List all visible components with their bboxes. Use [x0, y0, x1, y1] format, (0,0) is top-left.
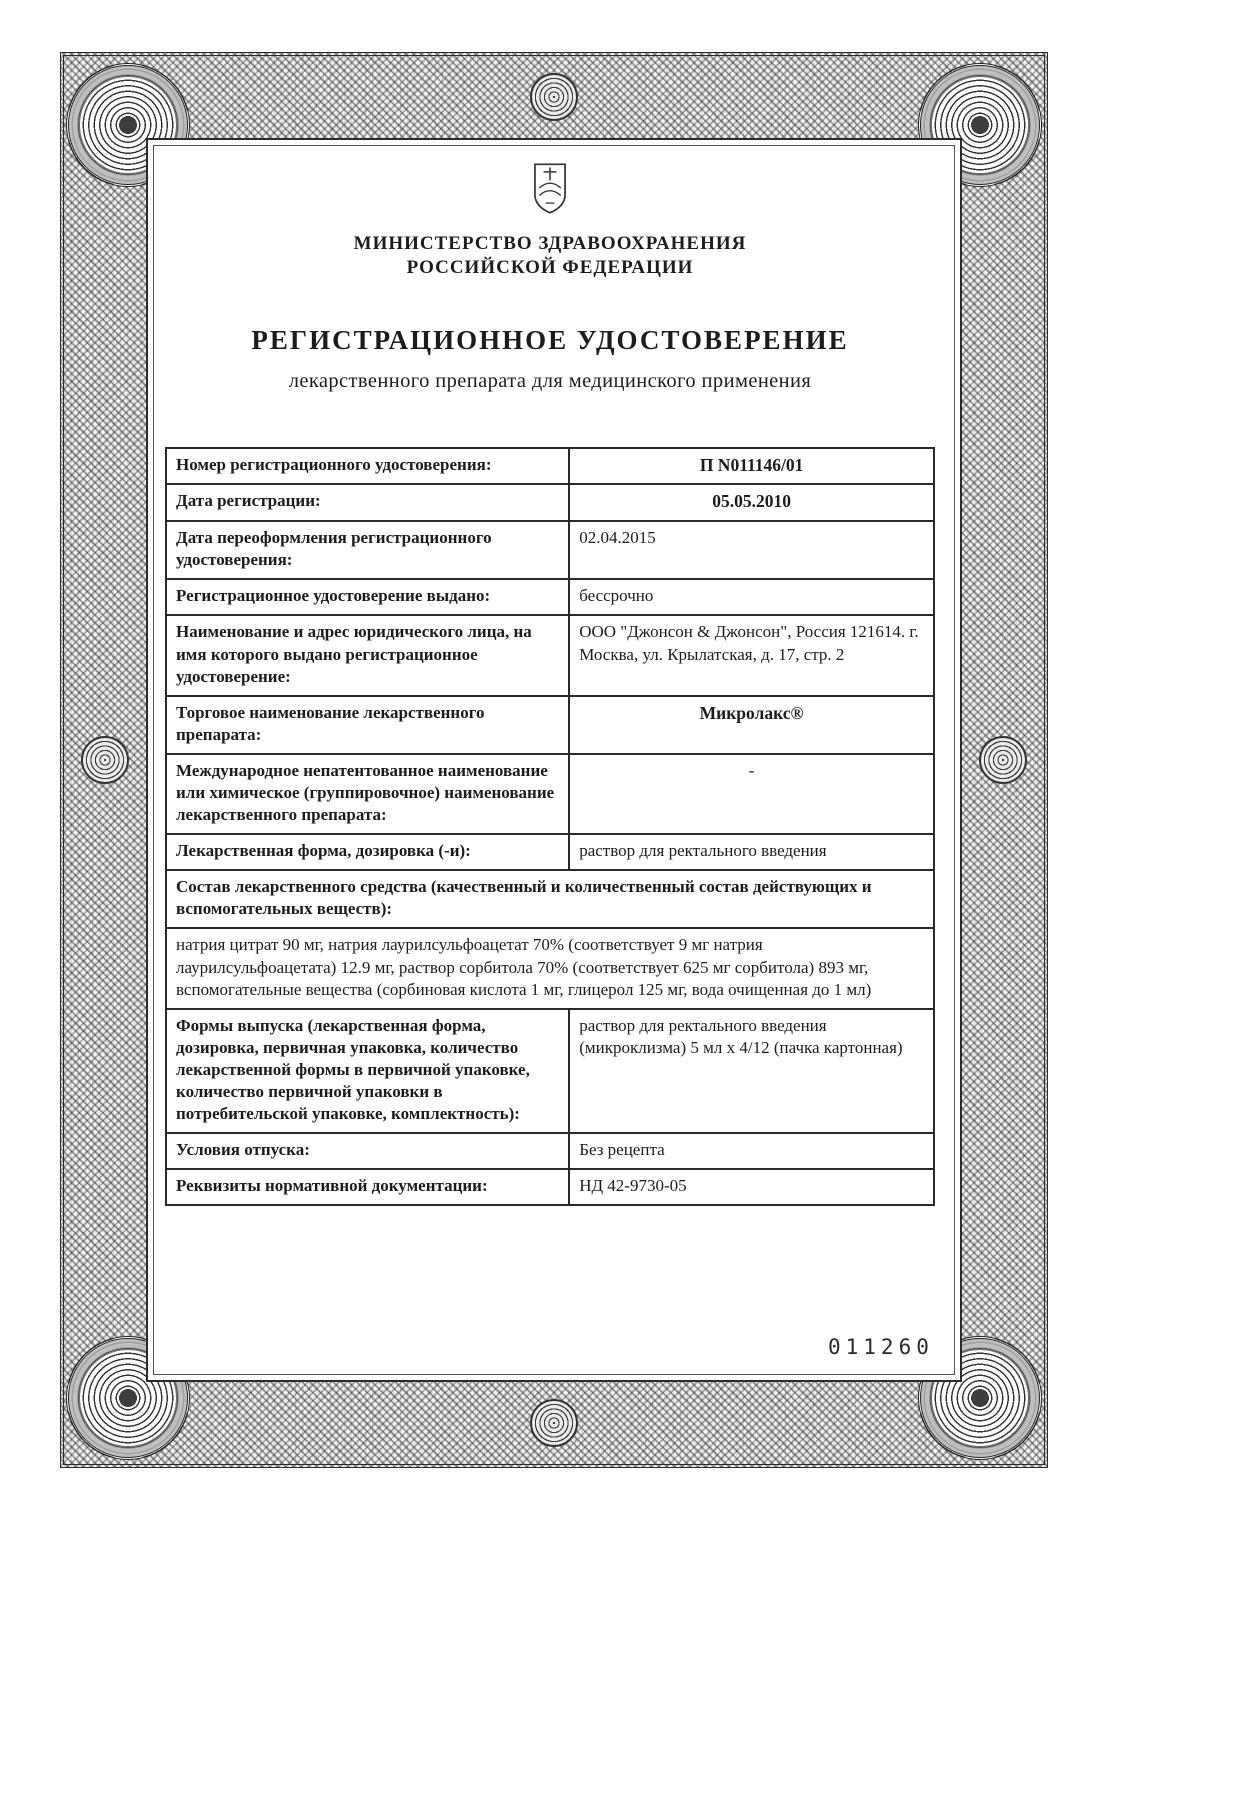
field-label: Международное непатентованное наименование или химическое (группировочное) наименование лекарственного препарата: [166, 754, 569, 834]
field-value: раствор для ректального введения (микроклизма) 5 мл х 4/12 (пачка картонная) [569, 1009, 934, 1133]
field-label: Номер регистрационного удостоверения: [166, 448, 569, 485]
field-value: Микролакс® [569, 696, 934, 754]
document-title: РЕГИСТРАЦИОННОЕ УДОСТОВЕРЕНИЕ [251, 324, 849, 355]
table-row [166, 579, 934, 615]
field-value: Без рецепта [569, 1133, 934, 1169]
ministry-line2: РОССИЙСКОЙ ФЕДЕРАЦИИ [406, 257, 694, 279]
table-row [166, 754, 934, 834]
field-value: П N011146/01 [569, 448, 934, 485]
table-row [166, 448, 934, 485]
table-row [166, 1133, 934, 1169]
certificate-content [165, 150, 935, 1206]
table-row [166, 928, 934, 1008]
field-value: 02.04.2015 [569, 521, 934, 579]
field-label: Торговое наименование лекарственного препарата: [166, 696, 569, 754]
serial-number: 011260 [828, 1335, 934, 1359]
field-value: ООО "Джонсон & Джонсон", Россия 121614. г. Москва, ул. Крылатская, д. 17, стр. 2 [569, 615, 934, 695]
field-label: Реквизиты нормативной документации: [166, 1169, 569, 1205]
registration-table [165, 447, 935, 1207]
field-value: 05.05.2010 [569, 484, 934, 521]
field-value: - [569, 754, 934, 834]
composition-header: Состав лекарственного средства (качественный и количественный состав действующих и вспомогательных веществ): [166, 870, 934, 928]
field-label: Регистрационное удостоверение выдано: [166, 579, 569, 615]
field-label: Дата переоформления регистрационного удостоверения: [166, 521, 569, 579]
field-label: Лекарственная форма, дозировка (-и): [166, 834, 569, 870]
edge-medallion-icon [530, 1399, 578, 1447]
coat-of-arms-icon [528, 160, 572, 216]
composition-text: натрия цитрат 90 мг, натрия лаурилсульфоацетат 70% (соответствует 9 мг натрия лаурилсульфоацетата) 12.9 мг, раствор сорбитола 70% (соответствует 625 мг сорбитола) 893 мг, вспомогательные вещества (сорбиновая кислота 1 мг, глицерол 125 мг, вода очищенная до 1 мл) [166, 928, 934, 1008]
table-row [166, 484, 934, 521]
edge-medallion-icon [979, 736, 1027, 784]
table-row [166, 521, 934, 579]
field-label: Формы выпуска (лекарственная форма, дозировка, первичная упаковка, количество лекарственной формы в первичной упаковке, количество первичной упаковки в потребительской упаковке, комплектность): [166, 1009, 569, 1133]
field-label: Дата регистрации: [166, 484, 569, 521]
edge-medallion-icon [81, 736, 129, 784]
field-value: НД 42-9730-05 [569, 1169, 934, 1205]
table-row [166, 870, 934, 928]
field-value: раствор для ректального введения [569, 834, 934, 870]
table-row [166, 696, 934, 754]
field-value: бессрочно [569, 579, 934, 615]
document-subtitle: лекарственного препарата для медицинского применения [288, 369, 812, 392]
table-row [166, 615, 934, 695]
table-row [166, 834, 934, 870]
table-row [166, 1169, 934, 1205]
field-label: Условия отпуска: [166, 1133, 569, 1169]
field-label: Наименование и адрес юридического лица, на имя которого выдано регистрационное удостоверение: [166, 615, 569, 695]
edge-medallion-icon [530, 73, 578, 121]
ministry-line1: МИНИСТЕРСТВО ЗДРАВООХРАНЕНИЯ [353, 233, 747, 254]
table-row [166, 1009, 934, 1133]
ministry-header [165, 232, 935, 281]
